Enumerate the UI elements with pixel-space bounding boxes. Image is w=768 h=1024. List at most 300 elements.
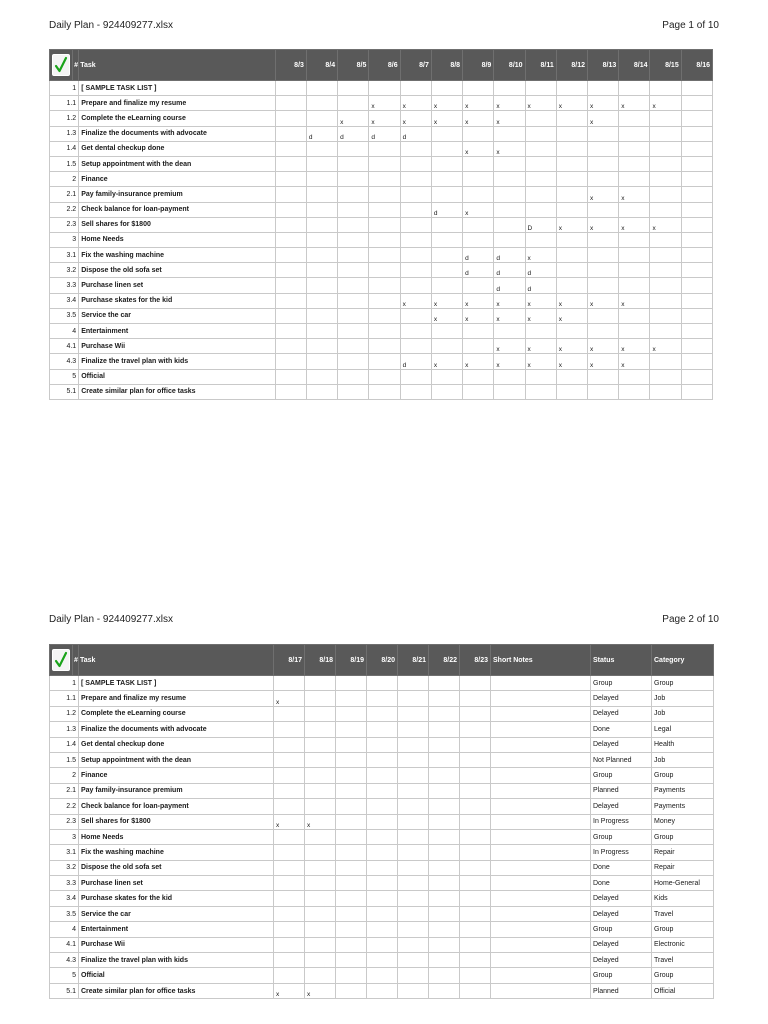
table-row	[50, 187, 713, 202]
day-mark-cell	[275, 278, 306, 293]
day-mark-cell	[306, 202, 337, 217]
category-cell: Health	[652, 737, 714, 752]
day-mark-cell	[305, 768, 336, 783]
status-cell: Delayed	[591, 953, 652, 968]
task-grid	[49, 644, 714, 999]
row-number: 3.4	[50, 293, 79, 308]
day-mark-cell	[556, 384, 587, 399]
short-notes-cell	[491, 814, 591, 829]
header-date: 8/5	[338, 50, 369, 81]
day-mark-cell	[650, 232, 681, 247]
day-mark-cell	[306, 339, 337, 354]
day-mark-cell	[494, 324, 525, 339]
task-name: Check balance for loan-payment	[79, 799, 274, 814]
day-mark-cell	[305, 845, 336, 860]
day-mark-cell	[400, 156, 431, 171]
day-mark-cell	[525, 141, 556, 156]
day-mark-cell	[650, 172, 681, 187]
day-mark-cell	[429, 799, 460, 814]
day-mark-cell	[650, 156, 681, 171]
day-mark-cell: x	[494, 293, 525, 308]
table-row	[50, 126, 713, 141]
day-mark-cell: x	[463, 308, 494, 323]
short-notes-cell	[491, 891, 591, 906]
day-mark-cell	[556, 126, 587, 141]
day-mark-cell	[494, 369, 525, 384]
row-number: 4	[50, 324, 79, 339]
day-mark-cell	[463, 172, 494, 187]
short-notes-cell	[491, 706, 591, 721]
day-mark-cell	[305, 937, 336, 952]
header-date: 8/10	[494, 50, 525, 81]
day-mark-cell	[429, 922, 460, 937]
day-mark-cell	[338, 141, 369, 156]
day-mark-cell: x	[525, 96, 556, 111]
page-header	[49, 20, 719, 34]
category-cell: Travel	[652, 953, 714, 968]
task-name: Setup appointment with the dean	[79, 752, 274, 767]
header-date: 8/18	[305, 645, 336, 676]
day-mark-cell	[460, 768, 491, 783]
day-mark-cell	[463, 369, 494, 384]
page-number: Page 1 of 10	[662, 20, 719, 31]
day-mark-cell	[431, 187, 462, 202]
task-name: Service the car	[79, 308, 275, 323]
day-mark-cell: x	[463, 141, 494, 156]
day-mark-cell	[588, 308, 619, 323]
day-mark-cell	[650, 354, 681, 369]
task-name: Service the car	[79, 906, 274, 921]
day-mark-cell	[274, 799, 305, 814]
day-mark-cell: x	[556, 217, 587, 232]
day-mark-cell	[588, 384, 619, 399]
day-mark-cell	[429, 737, 460, 752]
day-mark-cell	[367, 983, 398, 998]
day-mark-cell	[588, 156, 619, 171]
category-cell: Group	[652, 676, 714, 691]
row-number: 3.5	[50, 906, 79, 921]
day-mark-cell	[431, 232, 462, 247]
header-short-notes: Short Notes	[491, 645, 591, 676]
day-mark-cell	[306, 217, 337, 232]
day-mark-cell	[369, 141, 400, 156]
logo-cell	[50, 645, 73, 676]
day-mark-cell	[305, 691, 336, 706]
day-mark-cell	[367, 860, 398, 875]
header-task: Task	[79, 50, 275, 81]
status-cell: Done	[591, 722, 652, 737]
day-mark-cell	[650, 324, 681, 339]
task-name: Official	[79, 968, 274, 983]
day-mark-cell	[431, 278, 462, 293]
task-name: Pay family-insurance premium	[79, 187, 275, 202]
table-row	[50, 248, 713, 263]
day-mark-cell	[525, 232, 556, 247]
day-mark-cell	[306, 369, 337, 384]
day-mark-cell	[681, 248, 712, 263]
day-mark-cell	[336, 706, 367, 721]
day-mark-cell: x	[556, 293, 587, 308]
day-mark-cell	[367, 783, 398, 798]
day-mark-cell	[398, 860, 429, 875]
day-mark-cell	[398, 722, 429, 737]
short-notes-cell	[491, 983, 591, 998]
day-mark-cell	[463, 339, 494, 354]
day-mark-cell	[369, 263, 400, 278]
day-mark-cell	[274, 676, 305, 691]
day-mark-cell	[460, 722, 491, 737]
day-mark-cell	[429, 953, 460, 968]
day-mark-cell	[305, 737, 336, 752]
table-row	[50, 81, 713, 96]
day-mark-cell	[306, 81, 337, 96]
day-mark-cell: x	[463, 96, 494, 111]
day-mark-cell	[338, 248, 369, 263]
day-mark-cell	[588, 324, 619, 339]
day-mark-cell	[274, 937, 305, 952]
day-mark-cell: x	[525, 293, 556, 308]
task-name: Finance	[79, 768, 274, 783]
day-mark-cell: x	[369, 96, 400, 111]
task-name: Finalize the documents with advocate	[79, 722, 274, 737]
status-cell: Done	[591, 876, 652, 891]
day-mark-cell	[619, 248, 650, 263]
day-mark-cell	[369, 369, 400, 384]
row-number: 1.5	[50, 156, 79, 171]
day-mark-cell	[431, 126, 462, 141]
day-mark-cell	[367, 845, 398, 860]
day-mark-cell	[367, 737, 398, 752]
category-cell: Repair	[652, 845, 714, 860]
day-mark-cell: x	[494, 308, 525, 323]
day-mark-cell	[588, 141, 619, 156]
row-number: 3	[50, 232, 79, 247]
header-date: 8/15	[650, 50, 681, 81]
day-mark-cell	[619, 156, 650, 171]
category-cell: Group	[652, 968, 714, 983]
day-mark-cell	[306, 111, 337, 126]
day-mark-cell	[275, 248, 306, 263]
short-notes-cell	[491, 722, 591, 737]
day-mark-cell	[275, 126, 306, 141]
table-row	[50, 983, 714, 998]
day-mark-cell	[305, 676, 336, 691]
day-mark-cell	[338, 187, 369, 202]
file-title: Daily Plan - 924409277.xlsx	[49, 614, 173, 625]
day-mark-cell	[463, 81, 494, 96]
header-hash: #	[73, 645, 79, 676]
day-mark-cell	[588, 369, 619, 384]
category-cell: Job	[652, 691, 714, 706]
day-mark-cell: x	[619, 339, 650, 354]
day-mark-cell	[369, 293, 400, 308]
day-mark-cell	[367, 876, 398, 891]
day-mark-cell: x	[619, 96, 650, 111]
day-mark-cell	[338, 202, 369, 217]
day-mark-cell	[650, 293, 681, 308]
day-mark-cell	[275, 354, 306, 369]
day-mark-cell	[398, 953, 429, 968]
table-row	[50, 141, 713, 156]
day-mark-cell	[619, 126, 650, 141]
row-number: 1	[50, 81, 79, 96]
day-mark-cell	[367, 937, 398, 952]
short-notes-cell	[491, 860, 591, 875]
day-mark-cell	[336, 829, 367, 844]
table-row	[50, 263, 713, 278]
day-mark-cell	[429, 937, 460, 952]
table-row	[50, 217, 713, 232]
task-name: Dispose the old sofa set	[79, 263, 275, 278]
table-row	[50, 232, 713, 247]
status-cell: Group	[591, 922, 652, 937]
day-mark-cell	[398, 891, 429, 906]
day-mark-cell	[460, 953, 491, 968]
day-mark-cell	[525, 202, 556, 217]
row-number: 1	[50, 676, 79, 691]
day-mark-cell	[494, 81, 525, 96]
row-number: 2	[50, 768, 79, 783]
day-mark-cell	[274, 906, 305, 921]
day-mark-cell: x	[463, 293, 494, 308]
day-mark-cell	[305, 953, 336, 968]
day-mark-cell	[398, 783, 429, 798]
status-cell: Delayed	[591, 691, 652, 706]
day-mark-cell	[398, 937, 429, 952]
day-mark-cell	[650, 308, 681, 323]
task-name: Setup appointment with the dean	[79, 156, 275, 171]
day-mark-cell	[275, 96, 306, 111]
header-date: 8/12	[556, 50, 587, 81]
day-mark-cell	[338, 217, 369, 232]
category-cell: Legal	[652, 722, 714, 737]
day-mark-cell	[681, 187, 712, 202]
day-mark-cell: x	[274, 983, 305, 998]
day-mark-cell	[619, 81, 650, 96]
table-row	[50, 384, 713, 399]
day-mark-cell	[305, 752, 336, 767]
header-category: Category	[652, 645, 714, 676]
day-mark-cell	[429, 968, 460, 983]
day-mark-cell	[274, 968, 305, 983]
category-cell: Money	[652, 814, 714, 829]
day-mark-cell	[274, 845, 305, 860]
day-mark-cell: x	[274, 814, 305, 829]
day-mark-cell	[275, 111, 306, 126]
day-mark-cell	[431, 141, 462, 156]
day-mark-cell: d	[400, 126, 431, 141]
day-mark-cell	[398, 829, 429, 844]
short-notes-cell	[491, 829, 591, 844]
day-mark-cell	[460, 860, 491, 875]
day-mark-cell	[494, 156, 525, 171]
status-cell: In Progress	[591, 845, 652, 860]
short-notes-cell	[491, 937, 591, 952]
day-mark-cell	[336, 860, 367, 875]
day-mark-cell	[336, 691, 367, 706]
day-mark-cell	[650, 202, 681, 217]
table-row	[50, 676, 714, 691]
day-mark-cell	[429, 891, 460, 906]
day-mark-cell	[463, 156, 494, 171]
task-name: Complete the eLearning course	[79, 111, 275, 126]
status-cell: Delayed	[591, 891, 652, 906]
header-row	[50, 645, 714, 676]
task-name: Dispose the old sofa set	[79, 860, 274, 875]
day-mark-cell	[431, 156, 462, 171]
day-mark-cell	[556, 111, 587, 126]
day-mark-cell	[398, 814, 429, 829]
day-mark-cell	[305, 922, 336, 937]
day-mark-cell: x	[463, 111, 494, 126]
day-mark-cell	[336, 845, 367, 860]
day-mark-cell	[429, 860, 460, 875]
day-mark-cell	[306, 248, 337, 263]
day-mark-cell: x	[338, 111, 369, 126]
status-cell: Planned	[591, 983, 652, 998]
row-number: 2.1	[50, 783, 79, 798]
day-mark-cell	[650, 248, 681, 263]
task-name: Create similar plan for office tasks	[79, 384, 275, 399]
task-name: Finalize the travel plan with kids	[79, 953, 274, 968]
day-mark-cell	[275, 384, 306, 399]
day-mark-cell	[429, 722, 460, 737]
day-mark-cell	[306, 278, 337, 293]
day-mark-cell: x	[494, 141, 525, 156]
day-mark-cell	[619, 172, 650, 187]
day-mark-cell	[681, 339, 712, 354]
day-mark-cell	[400, 172, 431, 187]
day-mark-cell	[275, 172, 306, 187]
day-mark-cell	[305, 876, 336, 891]
day-mark-cell	[338, 308, 369, 323]
day-mark-cell	[338, 354, 369, 369]
day-mark-cell: x	[588, 354, 619, 369]
short-notes-cell	[491, 783, 591, 798]
header-date: 8/6	[369, 50, 400, 81]
day-mark-cell	[525, 156, 556, 171]
day-mark-cell	[431, 217, 462, 232]
day-mark-cell	[275, 339, 306, 354]
day-mark-cell	[650, 384, 681, 399]
day-mark-cell	[681, 81, 712, 96]
day-mark-cell	[398, 752, 429, 767]
day-mark-cell	[619, 141, 650, 156]
header-date: 8/11	[525, 50, 556, 81]
status-cell: Delayed	[591, 706, 652, 721]
day-mark-cell	[460, 814, 491, 829]
day-mark-cell: d	[463, 248, 494, 263]
table-row	[50, 308, 713, 323]
category-cell: Group	[652, 768, 714, 783]
day-mark-cell	[431, 339, 462, 354]
task-name: [ SAMPLE TASK LIST ]	[79, 676, 274, 691]
day-mark-cell	[525, 187, 556, 202]
day-mark-cell	[275, 81, 306, 96]
day-mark-cell	[525, 172, 556, 187]
day-mark-cell	[400, 141, 431, 156]
table-row	[50, 202, 713, 217]
day-mark-cell	[274, 953, 305, 968]
day-mark-cell: x	[525, 248, 556, 263]
status-cell: Delayed	[591, 737, 652, 752]
day-mark-cell	[338, 81, 369, 96]
day-mark-cell	[429, 752, 460, 767]
day-mark-cell	[463, 217, 494, 232]
task-name: Create similar plan for office tasks	[79, 983, 274, 998]
day-mark-cell	[336, 983, 367, 998]
row-number: 5	[50, 369, 79, 384]
day-mark-cell	[556, 232, 587, 247]
task-name: Finalize the travel plan with kids	[79, 354, 275, 369]
day-mark-cell	[305, 906, 336, 921]
day-mark-cell	[556, 156, 587, 171]
table-row	[50, 891, 714, 906]
day-mark-cell	[431, 172, 462, 187]
row-number: 5.1	[50, 384, 79, 399]
day-mark-cell	[460, 968, 491, 983]
day-mark-cell	[494, 172, 525, 187]
day-mark-cell: x	[650, 339, 681, 354]
day-mark-cell	[431, 384, 462, 399]
day-mark-cell: x	[400, 96, 431, 111]
day-mark-cell	[305, 860, 336, 875]
day-mark-cell	[494, 126, 525, 141]
task-name: Purchase skates for the kid	[79, 293, 275, 308]
task-name: Pay family-insurance premium	[79, 783, 274, 798]
day-mark-cell	[494, 384, 525, 399]
category-cell: Group	[652, 829, 714, 844]
day-mark-cell	[398, 799, 429, 814]
day-mark-cell	[619, 263, 650, 278]
short-notes-cell	[491, 968, 591, 983]
row-number: 2.3	[50, 217, 79, 232]
day-mark-cell: d	[369, 126, 400, 141]
day-mark-cell	[431, 324, 462, 339]
day-mark-cell	[400, 339, 431, 354]
status-cell: Group	[591, 768, 652, 783]
day-mark-cell	[460, 829, 491, 844]
day-mark-cell	[306, 232, 337, 247]
day-mark-cell	[460, 937, 491, 952]
day-mark-cell	[463, 384, 494, 399]
row-number: 2.1	[50, 187, 79, 202]
table-row	[50, 953, 714, 968]
day-mark-cell	[556, 202, 587, 217]
checkbox-checkmark-icon	[52, 54, 70, 76]
day-mark-cell	[338, 278, 369, 293]
table-row	[50, 354, 713, 369]
day-mark-cell: x	[556, 354, 587, 369]
day-mark-cell	[274, 706, 305, 721]
day-mark-cell: d	[431, 202, 462, 217]
day-mark-cell	[369, 339, 400, 354]
row-number: 4.3	[50, 354, 79, 369]
task-name: Fix the washing machine	[79, 845, 274, 860]
day-mark-cell: d	[494, 278, 525, 293]
table-row	[50, 172, 713, 187]
day-mark-cell	[306, 96, 337, 111]
day-mark-cell	[338, 156, 369, 171]
day-mark-cell	[369, 384, 400, 399]
day-mark-cell	[336, 937, 367, 952]
day-mark-cell	[306, 324, 337, 339]
short-notes-cell	[491, 676, 591, 691]
day-mark-cell	[275, 187, 306, 202]
day-mark-cell: x	[619, 187, 650, 202]
day-mark-cell	[681, 126, 712, 141]
day-mark-cell	[338, 369, 369, 384]
